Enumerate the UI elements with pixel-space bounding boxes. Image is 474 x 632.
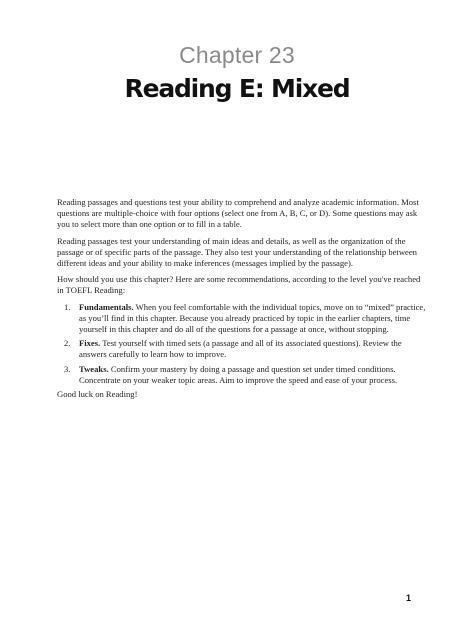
recommendation-number: 1. — [64, 301, 71, 312]
chapter-title: Reading E: Mixed — [124, 74, 350, 103]
recommendation-item-tweaks — [57, 364, 427, 386]
intro-paragraph-2: Reading passages test your understanding of main ideas and details, as well as the organization of the passage or of specific parts of the passage. They also test your understanding of the relationship between different ideas and your ability to make inferences (messages implied by the passage). — [57, 235, 417, 269]
recommendation-list — [57, 302, 427, 386]
recommendation-number: 2. — [64, 338, 71, 349]
chapter-number: Chapter 23 — [179, 42, 295, 68]
intro-paragraph-1: Reading passages and questions test your ability to comprehend and analyze academic information. Most questions are multiple-choice with four options (select one from A, B, C, or D). Some questions may ask you to select more than one option or to fill in a table. — [57, 197, 419, 230]
recommendation-text: When you feel comfortable with the individual topics, move on to “mixed” practice, as you’ll find in this chapter. Because you already practiced by topic in the earlier chapters, time yourself in this chapter and do all of the questions for a passage at once, without stopping. — [79, 301, 426, 335]
recommendation-term: Tweaks. — [79, 363, 109, 374]
recommendation-term: Fundamentals. — [79, 301, 134, 312]
intro-paragraph-3: How should you use this chapter? Here are some recommendations, according to the level you've reached in TOEFL Reading: — [57, 274, 421, 296]
recommendation-item-fixes — [57, 338, 427, 360]
recommendation-item-fundamentals — [57, 302, 427, 336]
page-number: 1 — [406, 593, 412, 603]
recommendation-text: Confirm your mastery by doing a passage and question set under timed conditions. Concentrate on your weaker topic areas. Aim to improve the speed and ease of your process. — [79, 363, 398, 385]
chapter-body — [57, 197, 427, 405]
closing-line: Good luck on Reading! — [57, 389, 138, 400]
recommendation-number: 3. — [64, 363, 71, 374]
recommendation-term: Fixes. — [79, 338, 101, 349]
recommendation-text: Test yourself with timed sets (a passage and all of its associated questions). Review the answers carefully to learn how to improve. — [79, 338, 402, 360]
